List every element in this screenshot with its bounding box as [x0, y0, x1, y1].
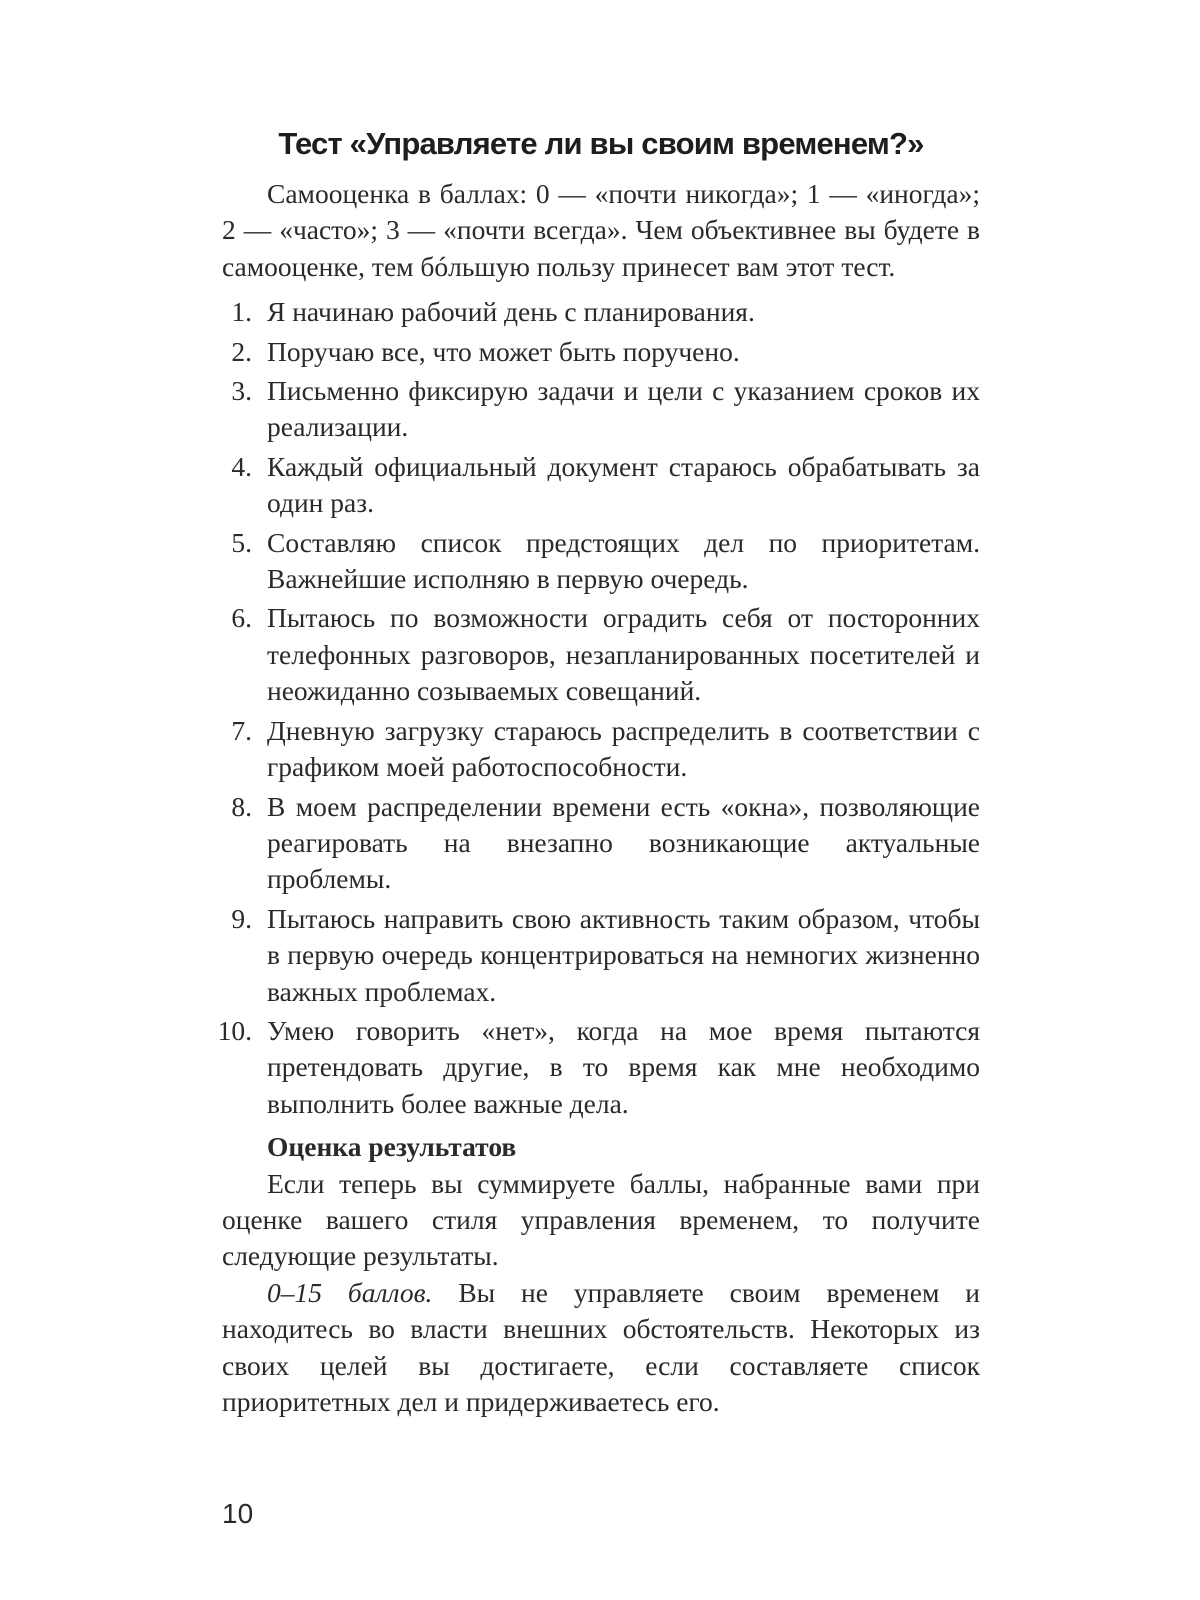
- list-item: [222, 713, 980, 786]
- list-item: [222, 294, 980, 330]
- list-item: [222, 600, 980, 709]
- item-text: Поручаю все, что может быть поручено.: [267, 335, 740, 367]
- item-number: 3.: [231, 375, 252, 407]
- item-text: В моем распределении времени есть «окна», позволяющие реагировать на внезапно возникающие актуальные проблемы.: [267, 790, 980, 895]
- item-text: Пытаюсь направить свою активность таким образом, чтобы в первую очередь концентрироваться на немногих жизненно важных проблемах.: [267, 902, 980, 1007]
- list-item: [222, 449, 980, 522]
- list-item: [222, 901, 980, 1010]
- item-number: 1.: [231, 296, 252, 328]
- item-number: 7.: [231, 714, 252, 746]
- item-text: Пытаюсь по возможности оградить себя от посторонних телефонных разговоров, незапланированных посетителей и неожиданно созываемых совещаний.: [267, 602, 980, 707]
- item-number: 9.: [231, 902, 252, 934]
- item-number: 6.: [231, 602, 252, 634]
- item-text: Умею говорить «нет», когда на мое время пытаются претендовать другие, в то время как мне необходимо выполнить более важные дела.: [267, 1014, 980, 1119]
- item-number: 4.: [231, 450, 252, 482]
- page-title: Тест «Управляете ли вы своим временем?»: [278, 126, 924, 161]
- item-text: Каждый официальный документ стараюсь обрабатывать за один раз.: [267, 450, 980, 519]
- list-item: [222, 789, 980, 898]
- results-paragraph: Если теперь вы суммируете баллы, набранные вами при оценке вашего стиля управления временем, то получите следующие результаты.: [222, 1167, 980, 1272]
- intro-paragraph: Самооценка в баллах: 0 — «почти никогда»; 1 — «иногда»; 2 — «часто»; 3 — «почти всегда». Чем объективнее вы будете в самооценке, тем бóльшую пользу принесет вам этот тест.: [222, 178, 980, 282]
- list-item: [222, 373, 980, 446]
- list-item: [222, 525, 980, 598]
- item-number: 5.: [231, 526, 252, 558]
- results-heading: Оценка результатов: [267, 1131, 517, 1163]
- item-text: Письменно фиксирую задачи и цели с указанием сроков их реализации.: [267, 375, 980, 443]
- item-number: 8.: [231, 790, 252, 822]
- list-item: [222, 334, 980, 370]
- item-text: Дневную загрузку стараюсь распределить в соответствии с графиком моей работоспособности.: [267, 714, 980, 783]
- page-body: [217, 176, 980, 1420]
- item-text: Я начинаю рабочий день с планирования.: [267, 296, 755, 328]
- page-number: 10: [222, 1498, 254, 1529]
- item-text: Составляю список предстоящих дел по приоритетам. Важнейшие исполняю в первую очередь.: [267, 526, 980, 595]
- score-range-text: Вы не управляете своим временем и находитесь во власти внешних обстоятельств. Некоторых из своих целей вы достигаете, если составляете список приоритетных дел и придерживаетесь его.: [222, 1276, 980, 1417]
- item-number: 10.: [217, 1014, 252, 1046]
- item-number: 2.: [231, 335, 252, 367]
- score-range-paragraph: [222, 1275, 980, 1421]
- score-range-label: 0–15 баллов.: [267, 1276, 433, 1308]
- list-item: [217, 1013, 980, 1122]
- test-items-list: [217, 294, 980, 1122]
